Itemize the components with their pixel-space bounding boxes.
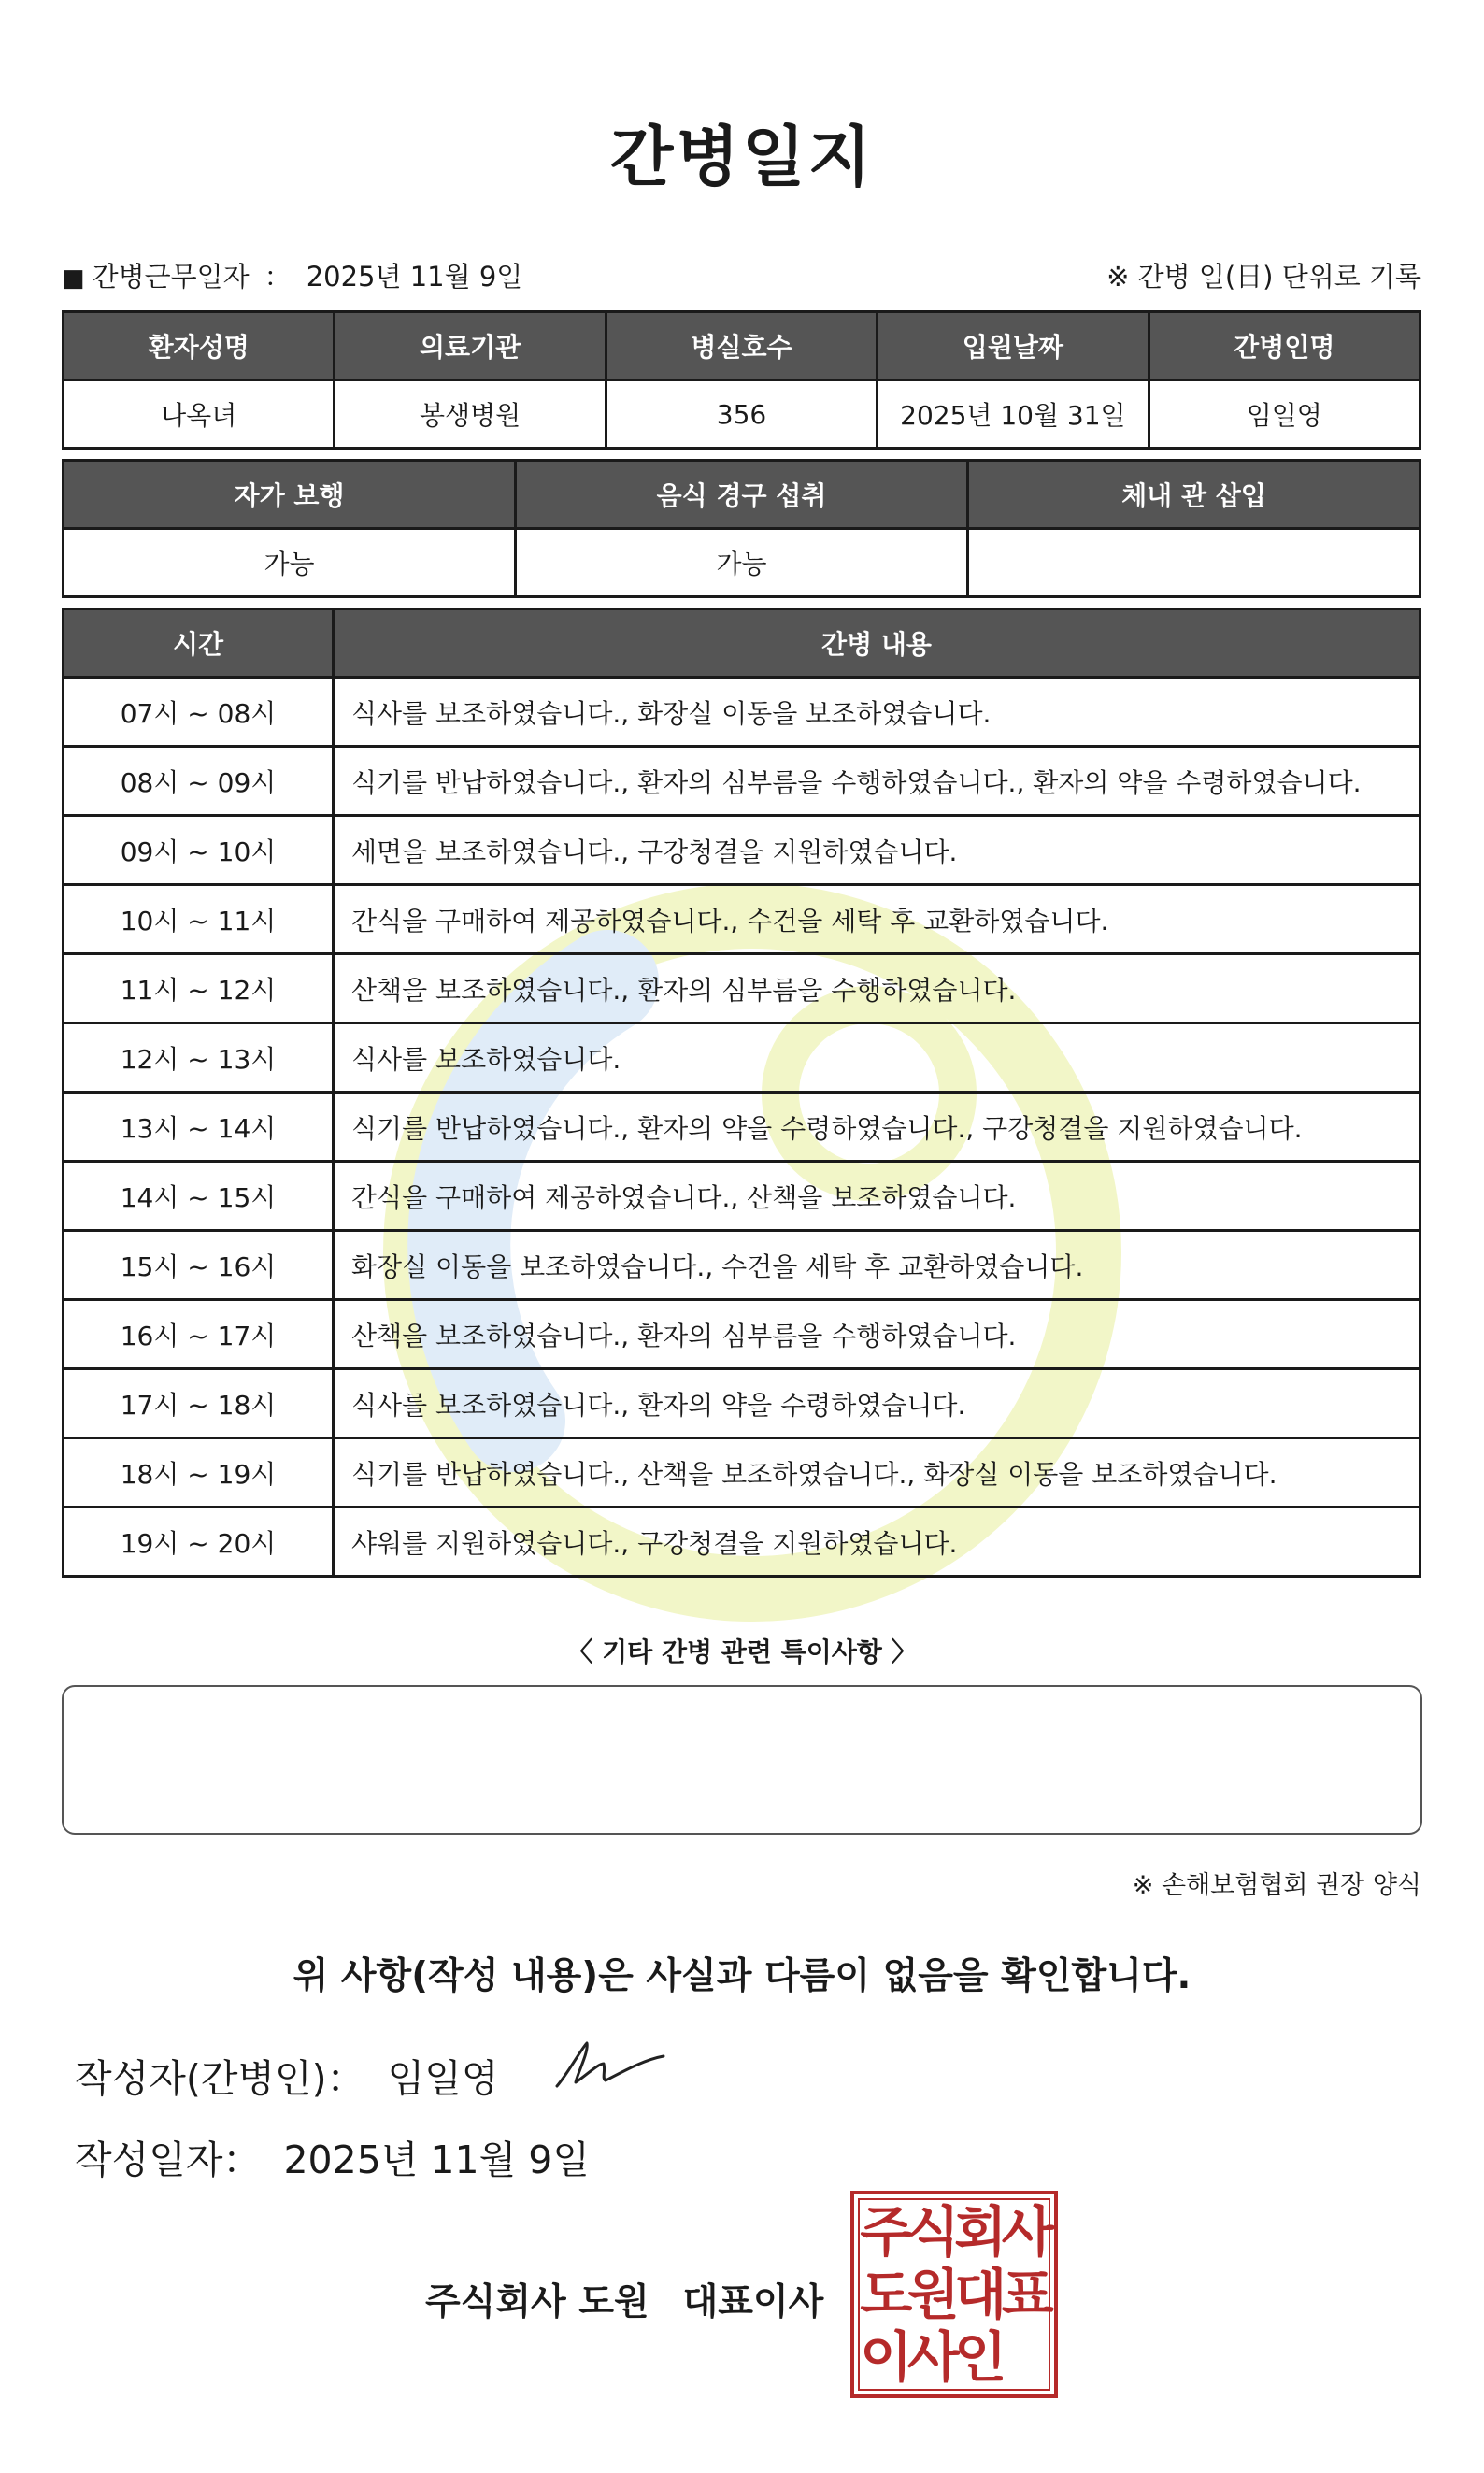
log-content: 간식을 구매하여 제공하였습니다., 산책을 보조하였습니다. xyxy=(334,1162,1420,1231)
tube-insertion-value xyxy=(968,529,1420,597)
self-walking-value: 가능 xyxy=(64,529,516,597)
writer-name: 임일영 xyxy=(387,2056,499,2101)
log-content: 샤워를 지원하였습니다., 구강청결을 지원하였습니다. xyxy=(334,1508,1420,1577)
log-content: 식사를 보조하였습니다. xyxy=(334,1023,1420,1093)
log-content: 식기를 반납하였습니다., 산책을 보조하였습니다., 화장실 이동을 보조하였습니다. xyxy=(334,1438,1420,1508)
log-content: 식기를 반납하였습니다., 환자의 심부름을 수행하였습니다., 환자의 약을 수령하였습니다. xyxy=(334,747,1420,816)
seal-char: 표 xyxy=(1001,2262,1054,2326)
log-time: 14시 ~ 15시 xyxy=(64,1162,334,1231)
form-source-note: ※ 손해보험협회 권장 양식 xyxy=(1132,1871,1421,1900)
table-row xyxy=(64,1093,1420,1162)
square-bullet-icon: ■ xyxy=(62,264,85,293)
seal-row xyxy=(860,2325,1049,2390)
seal-char: 사 xyxy=(906,2325,960,2390)
header-institution: 의료기관 xyxy=(335,312,606,380)
seal-inner-border xyxy=(858,2198,1054,2391)
confirmation-statement: 위 사항(작성 내용)은 사실과 다름이 없음을 확인합니다. xyxy=(293,1955,1191,1997)
table-row xyxy=(64,1438,1420,1508)
work-date-separator: ： xyxy=(264,261,292,293)
log-time: 08시 ~ 09시 xyxy=(64,747,334,816)
company-line xyxy=(425,2273,823,2325)
work-date-value: 2025년 11월 9일 xyxy=(306,261,523,293)
caregiver-name: 임일영 xyxy=(1149,380,1420,449)
remarks-box xyxy=(62,1685,1422,1835)
table-row xyxy=(64,1162,1420,1231)
seal-char xyxy=(1002,2330,1049,2384)
seal-char: 이 xyxy=(860,2325,913,2390)
patient-status-value-row xyxy=(64,529,1420,597)
log-content: 식사를 보조하였습니다., 환자의 약을 수령하였습니다. xyxy=(334,1369,1420,1438)
log-time: 07시 ~ 08시 xyxy=(64,678,334,747)
care-log-header-row xyxy=(64,609,1420,678)
record-unit-note: ※ 간병 일(日) 단위로 기록 xyxy=(1106,261,1421,293)
patient-status-header-row xyxy=(64,461,1420,529)
oral-intake-value: 가능 xyxy=(516,529,968,597)
remarks-title: 〈 기타 간병 관련 특이사항 〉 xyxy=(566,1637,918,1667)
seal-char: 대 xyxy=(954,2262,1007,2326)
institution: 봉생병원 xyxy=(335,380,606,449)
header-time: 시간 xyxy=(64,609,334,678)
log-time: 11시 ~ 12시 xyxy=(64,954,334,1023)
company-seal-stamp xyxy=(850,2191,1058,2398)
patient-info-header-row xyxy=(64,312,1420,380)
seal-char: 회 xyxy=(954,2199,1007,2264)
table-row xyxy=(64,885,1420,954)
company-name: 주식회사 도원 xyxy=(425,2281,649,2323)
log-content: 간식을 구매하여 제공하였습니다., 수건을 세탁 후 교환하였습니다. xyxy=(334,885,1420,954)
admission-date: 2025년 10월 31일 xyxy=(878,380,1149,449)
seal-char: 식 xyxy=(906,2199,960,2264)
log-content: 화장실 이동을 보조하였습니다., 수건을 세탁 후 교환하였습니다. xyxy=(334,1231,1420,1300)
handwritten-signature-icon xyxy=(549,2036,671,2095)
log-content: 식사를 보조하였습니다., 화장실 이동을 보조하였습니다. xyxy=(334,678,1420,747)
log-content: 식기를 반납하였습니다., 환자의 약을 수령하였습니다., 구강청결을 지원하였습니다. xyxy=(334,1093,1420,1162)
log-content: 산책을 보조하였습니다., 환자의 심부름을 수행하였습니다. xyxy=(334,954,1420,1023)
patient-name: 나옥녀 xyxy=(64,380,335,449)
header-admission-date: 입원날짜 xyxy=(878,312,1149,380)
seal-row xyxy=(860,2262,1054,2326)
room-number: 356 xyxy=(606,380,877,449)
care-log-table xyxy=(62,608,1421,1578)
header-care-content: 간병 내용 xyxy=(334,609,1420,678)
log-time: 15시 ~ 16시 xyxy=(64,1231,334,1300)
representative-title: 대표이사 xyxy=(682,2281,824,2323)
patient-info-table xyxy=(62,310,1421,450)
table-row xyxy=(64,816,1420,885)
table-row xyxy=(64,1231,1420,1300)
document-title: 간병일지 xyxy=(609,119,875,195)
table-row xyxy=(64,1300,1420,1369)
log-time: 19시 ~ 20시 xyxy=(64,1508,334,1577)
patient-status-table xyxy=(62,459,1421,598)
seal-char: 인 xyxy=(954,2325,1007,2390)
table-row xyxy=(64,678,1420,747)
work-date-label: 간병근무일자 xyxy=(92,261,250,293)
written-date-label: 작성일자： xyxy=(75,2137,262,2182)
header-patient-name: 환자성명 xyxy=(64,312,335,380)
writer-label: 작성자(간병인)： xyxy=(75,2056,365,2101)
log-time: 12시 ~ 13시 xyxy=(64,1023,334,1093)
work-date-line xyxy=(62,256,522,294)
seal-char: 도 xyxy=(860,2262,913,2326)
seal-char: 사 xyxy=(1001,2199,1054,2264)
table-row xyxy=(64,954,1420,1023)
header-self-walking: 자가 보행 xyxy=(64,461,516,529)
table-row xyxy=(64,1023,1420,1093)
log-time: 16시 ~ 17시 xyxy=(64,1300,334,1369)
log-content: 세면을 보조하였습니다., 구강청결을 지원하였습니다. xyxy=(334,816,1420,885)
seal-char: 주 xyxy=(860,2199,913,2264)
log-time: 09시 ~ 10시 xyxy=(64,816,334,885)
header-caregiver-name: 간병인명 xyxy=(1149,312,1420,380)
writer-line xyxy=(75,2048,498,2103)
log-time: 13시 ~ 14시 xyxy=(64,1093,334,1162)
table-row xyxy=(64,747,1420,816)
log-time: 10시 ~ 11시 xyxy=(64,885,334,954)
table-row xyxy=(64,1508,1420,1577)
seal-char: 원 xyxy=(906,2262,960,2326)
written-date-line xyxy=(75,2129,590,2184)
log-time: 18시 ~ 19시 xyxy=(64,1438,334,1508)
log-content: 산책을 보조하였습니다., 환자의 심부름을 수행하였습니다. xyxy=(334,1300,1420,1369)
patient-info-value-row xyxy=(64,380,1420,449)
header-oral-intake: 음식 경구 섭취 xyxy=(516,461,968,529)
table-row xyxy=(64,1369,1420,1438)
written-date-value: 2025년 11월 9일 xyxy=(283,2137,590,2182)
header-room-number: 병실호수 xyxy=(606,312,877,380)
seal-row xyxy=(860,2199,1054,2264)
log-time: 17시 ~ 18시 xyxy=(64,1369,334,1438)
header-tube-insertion: 체내 관 삽입 xyxy=(968,461,1420,529)
